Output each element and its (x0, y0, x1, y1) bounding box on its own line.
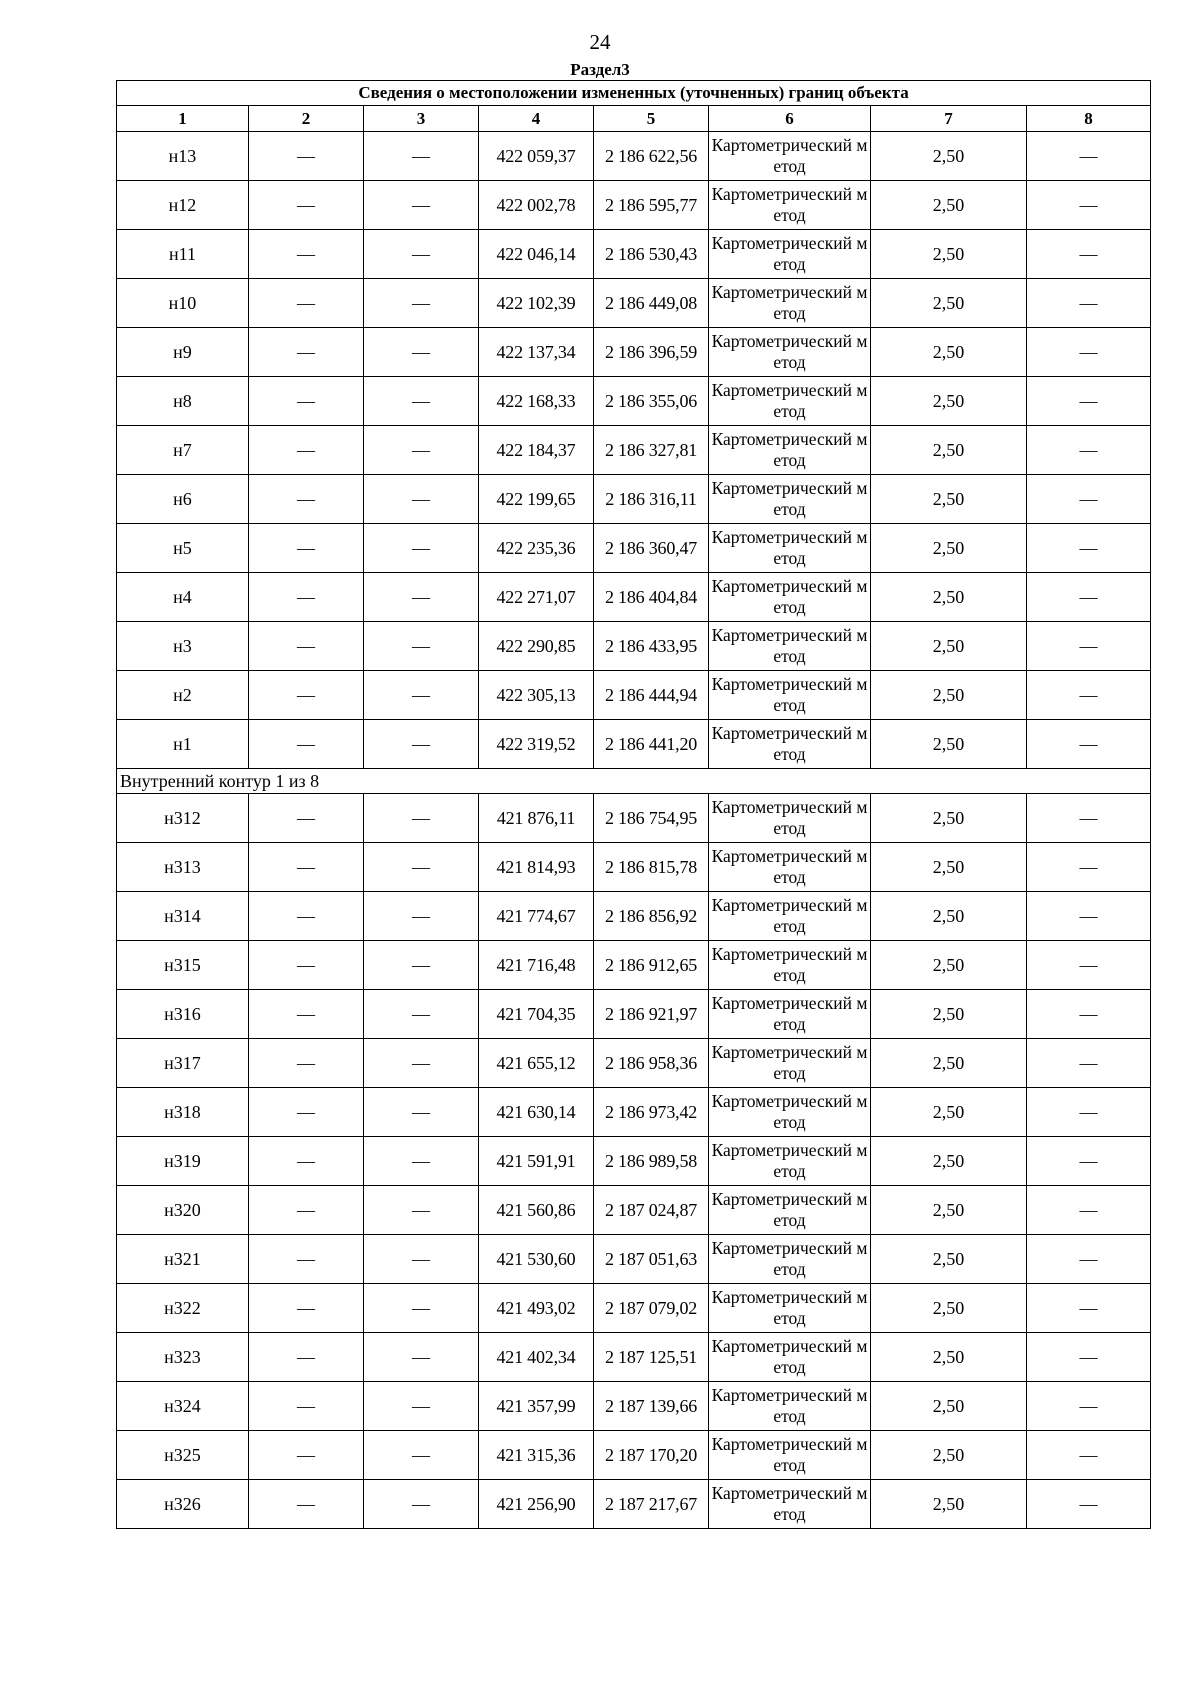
table-cell: 2,50 (871, 1088, 1027, 1137)
table-cell (709, 990, 871, 1039)
table-cell: — (364, 1284, 479, 1333)
table-cell: н315 (117, 941, 249, 990)
table-cell: 2,50 (871, 524, 1027, 573)
table-cell: 421 630,14 (479, 1088, 594, 1137)
table-cell: — (1027, 843, 1151, 892)
table-cell: 2 186 316,11 (594, 475, 709, 524)
table-cell (709, 328, 871, 377)
table-cell: — (249, 1333, 364, 1382)
table-cell (709, 1235, 871, 1284)
column-header: 4 (479, 106, 594, 132)
table-cell: н323 (117, 1333, 249, 1382)
table-cell: — (364, 524, 479, 573)
table-cell: 422 319,52 (479, 720, 594, 769)
table-row (117, 181, 1151, 230)
table-cell: — (249, 132, 364, 181)
table-cell: — (1027, 720, 1151, 769)
table-cell: 2,50 (871, 377, 1027, 426)
table-cell: 2,50 (871, 671, 1027, 720)
section-title: Раздел3 (570, 60, 630, 79)
table-cell: 2 186 396,59 (594, 328, 709, 377)
table-cell: 2 186 441,20 (594, 720, 709, 769)
table-row (117, 475, 1151, 524)
table-cell (709, 1186, 871, 1235)
table-cell: 2 186 530,43 (594, 230, 709, 279)
table-cell (709, 1333, 871, 1382)
table-cell: н10 (117, 279, 249, 328)
column-header-row (117, 106, 1151, 132)
table-cell: — (1027, 328, 1151, 377)
table-cell: — (364, 941, 479, 990)
table-cell: н314 (117, 892, 249, 941)
table-cell: 2,50 (871, 1137, 1027, 1186)
table-cell: 2,50 (871, 1480, 1027, 1529)
table-cell: — (1027, 1333, 1151, 1382)
table-body (117, 132, 1151, 1529)
table-row (117, 1186, 1151, 1235)
table-cell: — (364, 230, 479, 279)
method-text: Картометрический метод (711, 1042, 868, 1083)
table-cell: — (364, 622, 479, 671)
table-cell: — (249, 1480, 364, 1529)
table-row (117, 794, 1151, 843)
method-text: Картометрический метод (711, 797, 868, 838)
table-cell: — (1027, 1284, 1151, 1333)
table-row (117, 1137, 1151, 1186)
table-cell: 2 186 958,36 (594, 1039, 709, 1088)
table-cell: н3 (117, 622, 249, 671)
table-cell: 2,50 (871, 622, 1027, 671)
table-cell (709, 843, 871, 892)
table-cell: 422 305,13 (479, 671, 594, 720)
table-cell: — (364, 1088, 479, 1137)
table-cell: н326 (117, 1480, 249, 1529)
table-cell: 2,50 (871, 230, 1027, 279)
column-header: 3 (364, 106, 479, 132)
table-cell: — (249, 573, 364, 622)
table-cell (709, 1382, 871, 1431)
table-row (117, 720, 1151, 769)
column-header: 8 (1027, 106, 1151, 132)
table-cell: н321 (117, 1235, 249, 1284)
table-row (117, 426, 1151, 475)
table-cell: н2 (117, 671, 249, 720)
table-row (117, 573, 1151, 622)
method-text: Картометрический метод (711, 576, 868, 617)
table-cell: — (249, 1186, 364, 1235)
table-cell (709, 181, 871, 230)
table-cell: 2,50 (871, 132, 1027, 181)
table-row (117, 622, 1151, 671)
table-cell: 421 315,36 (479, 1431, 594, 1480)
table-cell (709, 475, 871, 524)
table-cell: — (1027, 524, 1151, 573)
method-text: Картометрический метод (711, 895, 868, 936)
table-cell: — (1027, 132, 1151, 181)
method-text: Картометрический метод (711, 625, 868, 666)
table-row (117, 1284, 1151, 1333)
table-cell (709, 671, 871, 720)
method-text: Картометрический метод (711, 993, 868, 1034)
table-cell (709, 892, 871, 941)
column-header: 5 (594, 106, 709, 132)
method-text: Картометрический метод (711, 1287, 868, 1328)
table-cell: 2,50 (871, 426, 1027, 475)
contour-label-row (117, 769, 1151, 794)
table-cell: н316 (117, 990, 249, 1039)
column-header: 6 (709, 106, 871, 132)
table-cell: 2 186 754,95 (594, 794, 709, 843)
table-cell (709, 794, 871, 843)
method-text: Картометрический метод (711, 527, 868, 568)
table-cell (709, 573, 871, 622)
table-cell (709, 230, 871, 279)
table-cell (709, 1431, 871, 1480)
table-cell: — (364, 377, 479, 426)
table-cell: — (364, 279, 479, 328)
contour-label: Внутренний контур 1 из 8 (117, 769, 1151, 794)
table-cell: 2 186 595,77 (594, 181, 709, 230)
table-cell: — (1027, 1186, 1151, 1235)
table-cell: 2,50 (871, 990, 1027, 1039)
table-cell: 2 186 973,42 (594, 1088, 709, 1137)
table-cell: н11 (117, 230, 249, 279)
table-cell: 421 876,11 (479, 794, 594, 843)
table-cell: 2 186 912,65 (594, 941, 709, 990)
table-row (117, 328, 1151, 377)
table-cell: — (364, 573, 479, 622)
column-header: 1 (117, 106, 249, 132)
table-cell: — (364, 1382, 479, 1431)
table-cell: — (249, 671, 364, 720)
table-cell: 2,50 (871, 1235, 1027, 1284)
table-row (117, 892, 1151, 941)
table-cell: 422 002,78 (479, 181, 594, 230)
method-text: Картометрический метод (711, 723, 868, 764)
table-cell: — (364, 720, 479, 769)
table-cell: — (249, 426, 364, 475)
table-cell: н12 (117, 181, 249, 230)
table-cell: н13 (117, 132, 249, 181)
table-cell: — (1027, 279, 1151, 328)
table-cell: — (1027, 671, 1151, 720)
table-cell: — (1027, 1088, 1151, 1137)
table-cell: 421 357,99 (479, 1382, 594, 1431)
table-cell: н320 (117, 1186, 249, 1235)
table-cell: 422 199,65 (479, 475, 594, 524)
table-cell: 422 271,07 (479, 573, 594, 622)
table-cell: н4 (117, 573, 249, 622)
table-cell (709, 1039, 871, 1088)
table-cell: 421 560,86 (479, 1186, 594, 1235)
table-cell: 421 256,90 (479, 1480, 594, 1529)
coordinates-table (116, 80, 1151, 1529)
table-cell: — (1027, 1382, 1151, 1431)
table-row (117, 990, 1151, 1039)
table-cell: — (364, 1235, 479, 1284)
table-cell: — (364, 132, 479, 181)
table-cell: 2,50 (871, 181, 1027, 230)
method-text: Картометрический метод (711, 1434, 868, 1475)
table-cell: 2,50 (871, 1284, 1027, 1333)
table-cell (709, 426, 871, 475)
table-cell: — (364, 328, 479, 377)
table-cell: 2,50 (871, 892, 1027, 941)
table-row (117, 279, 1151, 328)
page-number: 24 (589, 30, 611, 54)
table-cell: 2 187 079,02 (594, 1284, 709, 1333)
table-cell: — (1027, 622, 1151, 671)
table-cell: — (1027, 377, 1151, 426)
table-cell: — (249, 794, 364, 843)
table-cell (709, 279, 871, 328)
table-cell: н325 (117, 1431, 249, 1480)
method-text: Картометрический метод (711, 1238, 868, 1279)
table-row (117, 132, 1151, 181)
table-cell: — (249, 181, 364, 230)
table-row (117, 1235, 1151, 1284)
table-cell (709, 1088, 871, 1137)
table-cell: 421 774,67 (479, 892, 594, 941)
table-cell: 422 290,85 (479, 622, 594, 671)
table-cell: 422 235,36 (479, 524, 594, 573)
method-text: Картометрический метод (711, 674, 868, 715)
method-text: Картометрический метод (711, 1385, 868, 1426)
table-cell: н313 (117, 843, 249, 892)
table-cell: н8 (117, 377, 249, 426)
table-cell (709, 1480, 871, 1529)
table-cell: — (249, 1284, 364, 1333)
table-cell (709, 132, 871, 181)
table-cell: 2 186 815,78 (594, 843, 709, 892)
table-cell: н324 (117, 1382, 249, 1431)
table-cell: н6 (117, 475, 249, 524)
method-text: Картометрический метод (711, 282, 868, 323)
table-cell: 2,50 (871, 1039, 1027, 1088)
table-cell: н7 (117, 426, 249, 475)
method-text: Картометрический метод (711, 1091, 868, 1132)
table-cell: н319 (117, 1137, 249, 1186)
table-cell: 421 493,02 (479, 1284, 594, 1333)
table-row (117, 1382, 1151, 1431)
table-cell: — (1027, 181, 1151, 230)
table-cell: — (249, 1039, 364, 1088)
method-text: Картометрический метод (711, 1336, 868, 1377)
table-cell: 421 704,35 (479, 990, 594, 1039)
table-cell: 2,50 (871, 328, 1027, 377)
table-cell: — (249, 720, 364, 769)
table-cell: 422 046,14 (479, 230, 594, 279)
table-cell (709, 377, 871, 426)
table-cell: — (364, 671, 479, 720)
method-text: Картометрический метод (711, 429, 868, 470)
method-text: Картометрический метод (711, 1189, 868, 1230)
table-cell: н312 (117, 794, 249, 843)
table-cell (709, 941, 871, 990)
table-cell: 2 186 404,84 (594, 573, 709, 622)
table-cell: 2 186 433,95 (594, 622, 709, 671)
table-cell: 2,50 (871, 1382, 1027, 1431)
table-cell: 421 402,34 (479, 1333, 594, 1382)
table-cell: н318 (117, 1088, 249, 1137)
table-cell: н1 (117, 720, 249, 769)
method-text: Картометрический метод (711, 1140, 868, 1181)
table-cell: — (249, 230, 364, 279)
table-cell: — (1027, 1431, 1151, 1480)
table-cell: 2 186 449,08 (594, 279, 709, 328)
table-cell (709, 1137, 871, 1186)
table-cell: 2 187 139,66 (594, 1382, 709, 1431)
table-cell: — (364, 1431, 479, 1480)
table-cell: — (249, 1431, 364, 1480)
table-cell: — (1027, 1137, 1151, 1186)
table-cell: 2 186 989,58 (594, 1137, 709, 1186)
table-cell: 2 187 170,20 (594, 1431, 709, 1480)
table-cell (709, 622, 871, 671)
table-cell: — (249, 377, 364, 426)
table-row (117, 671, 1151, 720)
table-cell: 2,50 (871, 1431, 1027, 1480)
table-cell: н317 (117, 1039, 249, 1088)
table-cell: 2,50 (871, 1333, 1027, 1382)
table-cell (709, 524, 871, 573)
table-cell: — (1027, 892, 1151, 941)
column-header: 2 (249, 106, 364, 132)
table-cell: — (1027, 230, 1151, 279)
table-cell: 2,50 (871, 475, 1027, 524)
table-cell: — (1027, 794, 1151, 843)
table-cell: 2 186 360,47 (594, 524, 709, 573)
table-cell: — (249, 475, 364, 524)
table-cell: н5 (117, 524, 249, 573)
table-cell: — (364, 1333, 479, 1382)
table-cell: — (1027, 1235, 1151, 1284)
table-cell: 2,50 (871, 794, 1027, 843)
method-text: Картометрический метод (711, 233, 868, 274)
table-cell: 2,50 (871, 843, 1027, 892)
table-cell: 422 184,37 (479, 426, 594, 475)
table-cell: — (364, 843, 479, 892)
table-row (117, 230, 1151, 279)
table-cell: — (1027, 426, 1151, 475)
table-cell: — (364, 475, 479, 524)
table-cell: 2,50 (871, 573, 1027, 622)
table-cell: 2 187 051,63 (594, 1235, 709, 1284)
table-cell: 2 186 355,06 (594, 377, 709, 426)
method-text: Картометрический метод (711, 380, 868, 421)
table-cell: — (249, 1235, 364, 1284)
table-row (117, 377, 1151, 426)
table-cell: — (249, 1088, 364, 1137)
table-cell: — (1027, 1039, 1151, 1088)
table-row (117, 1480, 1151, 1529)
table-cell: 2 186 327,81 (594, 426, 709, 475)
table-row (117, 1431, 1151, 1480)
table-cell: — (1027, 990, 1151, 1039)
table-cell: 2 186 622,56 (594, 132, 709, 181)
table-row (117, 1333, 1151, 1382)
table-cell: 421 591,91 (479, 1137, 594, 1186)
table-cell: 2 186 921,97 (594, 990, 709, 1039)
table-cell: — (249, 843, 364, 892)
table-cell: 2 187 125,51 (594, 1333, 709, 1382)
table-cell: 421 716,48 (479, 941, 594, 990)
table-cell: — (249, 941, 364, 990)
method-text: Картометрический метод (711, 846, 868, 887)
table-cell: — (364, 181, 479, 230)
table-cell: н322 (117, 1284, 249, 1333)
table-cell: н9 (117, 328, 249, 377)
table-row (117, 941, 1151, 990)
table-cell: — (249, 892, 364, 941)
table-cell: — (364, 990, 479, 1039)
table-cell: 2 186 444,94 (594, 671, 709, 720)
table-cell: — (249, 1382, 364, 1431)
column-header: 7 (871, 106, 1027, 132)
method-text: Картометрический метод (711, 944, 868, 985)
table-cell: — (364, 1039, 479, 1088)
method-text: Картометрический метод (711, 1483, 868, 1524)
table-title: Сведения о местоположении измененных (уточненных) границ объекта (117, 81, 1151, 106)
table-cell: — (364, 892, 479, 941)
table-cell: 422 102,39 (479, 279, 594, 328)
table-cell: — (1027, 475, 1151, 524)
table-cell: 2 187 024,87 (594, 1186, 709, 1235)
table-cell: 2,50 (871, 279, 1027, 328)
table-cell: 421 655,12 (479, 1039, 594, 1088)
table-cell: 2,50 (871, 941, 1027, 990)
table-cell: 2 187 217,67 (594, 1480, 709, 1529)
table-cell: — (249, 990, 364, 1039)
table-cell: 422 137,34 (479, 328, 594, 377)
method-text: Картометрический метод (711, 135, 868, 176)
table-cell: — (249, 328, 364, 377)
table-cell: 422 059,37 (479, 132, 594, 181)
table-cell: — (1027, 941, 1151, 990)
table-row (117, 524, 1151, 573)
table-row (117, 843, 1151, 892)
method-text: Картометрический метод (711, 184, 868, 225)
table-cell: — (364, 1480, 479, 1529)
table-cell: 421 530,60 (479, 1235, 594, 1284)
method-text: Картометрический метод (711, 478, 868, 519)
table-cell: — (364, 794, 479, 843)
table-cell: — (249, 524, 364, 573)
table-cell: — (1027, 1480, 1151, 1529)
table-cell: — (249, 279, 364, 328)
table-cell: 421 814,93 (479, 843, 594, 892)
table-cell: — (364, 1137, 479, 1186)
table-cell: — (364, 426, 479, 475)
table-row (117, 1039, 1151, 1088)
table-cell: 2 186 856,92 (594, 892, 709, 941)
table-cell: — (1027, 573, 1151, 622)
table-cell: — (364, 1186, 479, 1235)
table-cell: — (249, 622, 364, 671)
table-cell: 422 168,33 (479, 377, 594, 426)
table-cell: 2,50 (871, 720, 1027, 769)
table-cell (709, 1284, 871, 1333)
table-cell (709, 720, 871, 769)
method-text: Картометрический метод (711, 331, 868, 372)
table-cell: — (249, 1137, 364, 1186)
table-row (117, 1088, 1151, 1137)
table-cell: 2,50 (871, 1186, 1027, 1235)
